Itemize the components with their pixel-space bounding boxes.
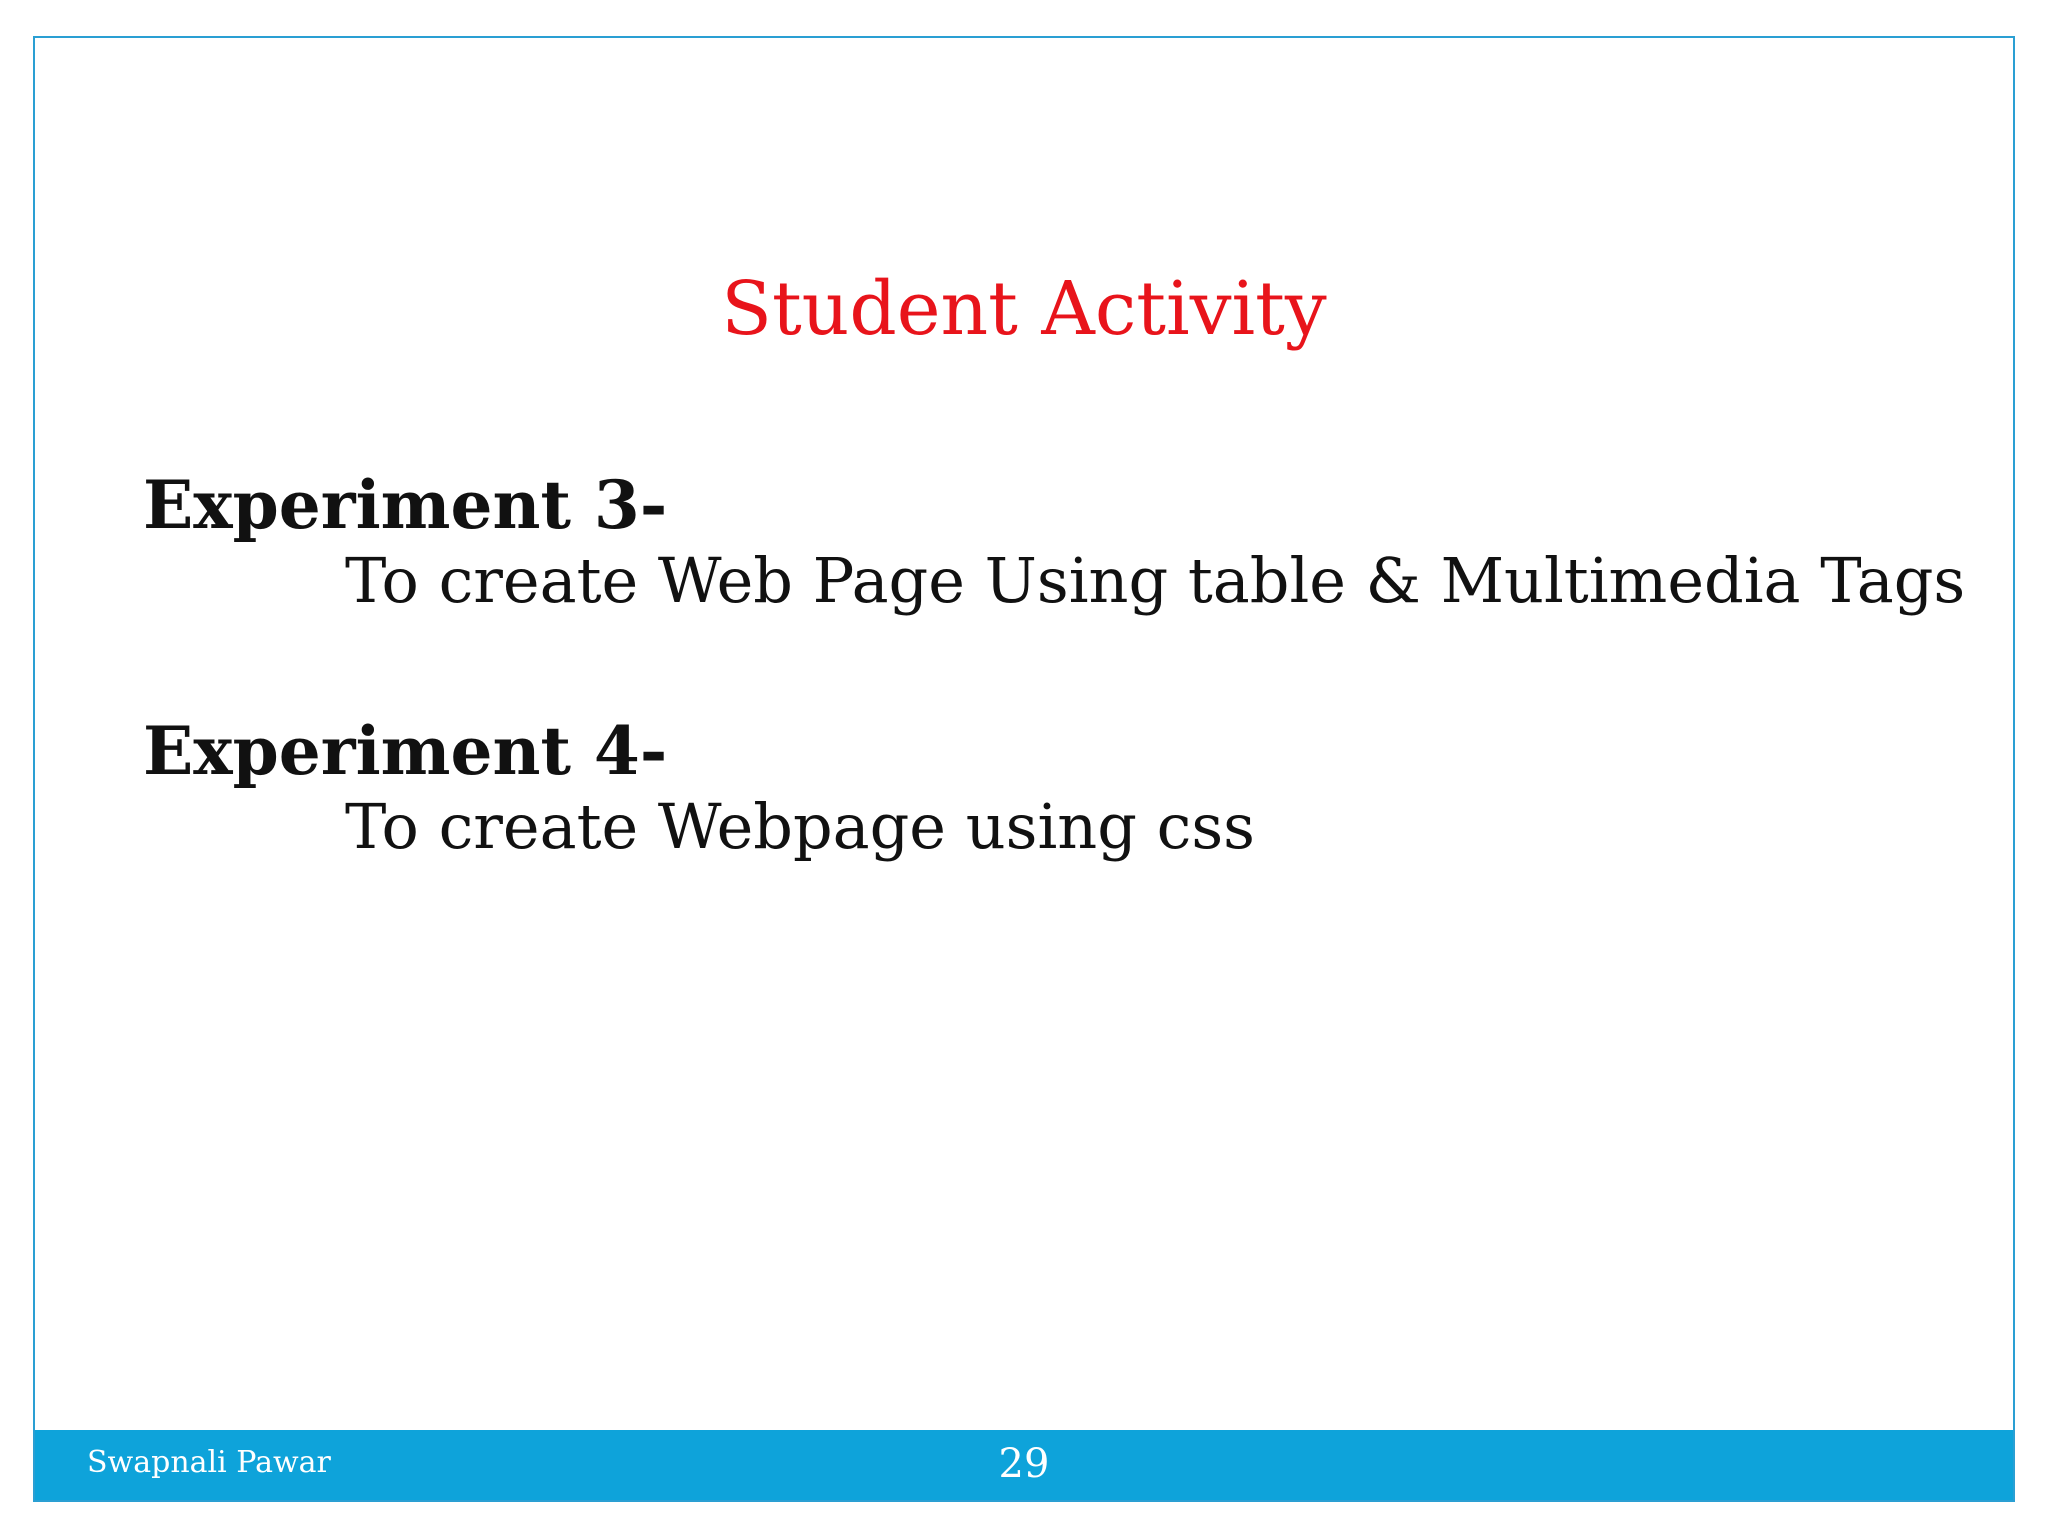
footer-author: Swapnali Pawar <box>87 1445 331 1480</box>
experiment-4-description: To create Webpage using css <box>345 790 1255 863</box>
page-number: 29 <box>998 1441 1050 1487</box>
experiment-3-description: To create Web Page Using table & Multimedia Tags <box>345 544 1966 617</box>
slide <box>33 36 2015 1502</box>
footer-bar <box>35 1430 2013 1500</box>
experiment-4-heading: Experiment 4- <box>143 712 668 790</box>
slide-title: Student Activity <box>721 266 1327 352</box>
experiment-3-heading: Experiment 3- <box>143 466 668 544</box>
